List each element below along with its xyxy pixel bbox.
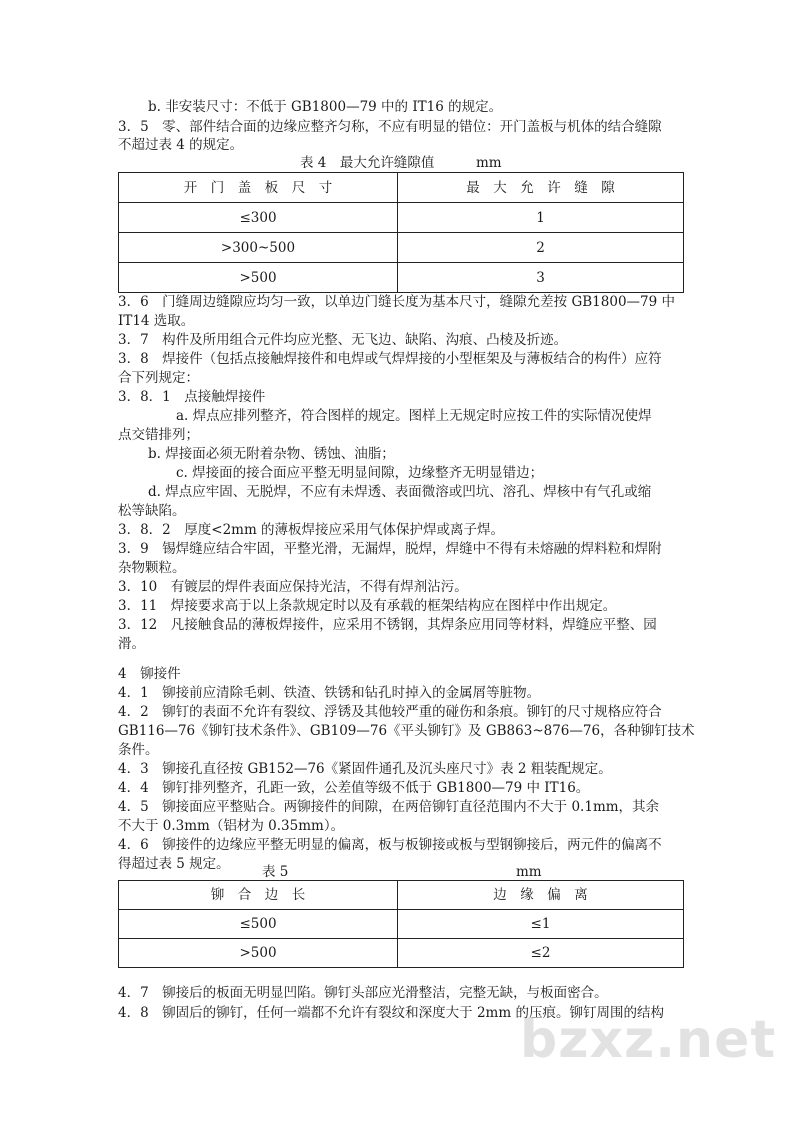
table-row	[119, 910, 684, 939]
table-row	[119, 939, 684, 968]
table-header-cell: 铆 合 边 长	[119, 881, 398, 910]
table-row	[119, 233, 684, 263]
watermark: bzxz.net	[520, 1010, 777, 1070]
text-line: 得超过表 5 规定。	[118, 856, 230, 872]
text-line: 滑。	[118, 636, 145, 652]
text-line: 4．4 铆钉排列整齐，孔距一致，公差值等级不低于 GB1800—79 中 IT16。	[118, 780, 590, 796]
text-line: GB116—76《铆钉技术条件》、GB109—76《平头铆钉》及 GB863~876—76，各种铆钉技术	[118, 723, 695, 739]
text-line: 杂物颗粒。	[118, 560, 186, 576]
table-header-cell: 最 大 允 许 缝 隙	[398, 173, 684, 203]
table-header-cell: 开 门 盖 板 尺 寸	[119, 173, 398, 203]
text-line: 3．6 门缝周边缝隙应均匀一致，以单边门缝长度为基本尺寸，缝隙允差按 GB1800—79 中	[118, 294, 675, 310]
text-line: 3．8．2 厚度<2mm 的薄板焊接应采用气体保护焊或离子焊。	[118, 522, 505, 538]
text-line: 不超过表 4 的规定。	[118, 137, 244, 153]
table-unit: mm	[476, 155, 502, 171]
text-line: 4．7 铆接后的板面无明显凹陷。铆钉头部应光滑整洁，完整无缺，与板面密合。	[118, 985, 608, 1001]
table-cell: ≤300	[119, 203, 398, 233]
table-cell: >300~500	[119, 233, 398, 263]
table-cell: 2	[398, 233, 684, 263]
table-cell: 3	[398, 263, 684, 293]
text-line: 4．1 铆接前应清除毛刺、铁渣、铁锈和钻孔时掉入的金属屑等脏物。	[118, 685, 541, 701]
text-line: 4．8 铆固后的铆钉，任何一端都不允许有裂纹和深度大于 2mm 的压痕。铆钉周围的结构	[118, 1005, 664, 1021]
table-cell: >500	[119, 939, 398, 968]
text-line: 3．5 零、部件结合面的边缘应整齐匀称，不应有明显的错位：开门盖板与机体的结合缝隙	[118, 119, 662, 135]
table-row	[119, 203, 684, 233]
text-line: 松等缺陷。	[118, 503, 186, 519]
text-line: IT14 选取。	[118, 313, 195, 329]
table-header-cell: 边 缘 偏 离	[398, 881, 684, 910]
table-cell: 1	[398, 203, 684, 233]
table-5	[118, 880, 684, 968]
text-line: 点交错排列；	[118, 427, 199, 443]
table-4	[118, 172, 684, 293]
text-line: 4．2 铆钉的表面不允许有裂纹、浮锈及其他较严重的碰伤和条痕。铆钉的尺寸规格应符合	[118, 704, 662, 720]
text-line: a. 焊点应排列整齐，符合图样的规定。图样上无规定时应按工件的实际情况使焊	[176, 408, 652, 424]
table-cell: ≤2	[398, 939, 684, 968]
text-line: b. 非安装尺寸：不低于 GB1800—79 中的 IT16 的规定。	[148, 99, 503, 115]
text-line: 3．8 焊接件（包括点接触焊接件和电焊或气焊焊接的小型框架及与薄板结合的构件）应符	[118, 351, 662, 367]
table-unit: mm	[516, 864, 542, 880]
text-line: 3．11 焊接要求高于以上条款规定时以及有承载的框架结构应在图样中作出规定。	[118, 598, 617, 614]
text-line: 4．5 铆接面应平整贴合。两铆接件的间隙，在两倍铆钉直径范围内不大于 0.1mm，其余	[118, 799, 660, 815]
text-line: 3．8．1 点接触焊接件	[118, 389, 266, 405]
table-caption: 表 5	[262, 864, 289, 880]
section-heading: 4 铆接件	[118, 666, 181, 682]
text-line: 条件。	[118, 742, 159, 758]
text-line: 3．7 构件及所用组合元件均应光整、无飞边、缺陷、沟痕、凸棱及折迹。	[118, 332, 568, 348]
table-row	[119, 263, 684, 293]
text-line: 3．12 凡接触食品的薄板焊接件，应采用不锈钢，其焊条应用同等材料，焊缝应平整、园	[118, 617, 657, 633]
table-caption: 表 4 最大允许缝隙值	[300, 155, 435, 171]
text-line: 4．3 铆接孔直径按 GB152—76《紧固件通孔及沉头座尺寸》表 2 粗装配规定。	[118, 761, 612, 777]
text-line: c. 焊接面的接合面应平整无明显间隙，边缘整齐无明显错边；	[176, 465, 544, 481]
text-line: 3．10 有镀层的焊件表面应保持光洁，不得有焊剂沾污。	[118, 579, 468, 595]
text-line: 3．9 锡焊缝应结合牢固，平整光滑，无漏焊，脱焊，焊缝中不得有未熔融的焊料粒和焊附	[118, 541, 662, 557]
text-line: b. 焊接面必须无附着杂物、锈蚀、油脂；	[148, 446, 395, 462]
table-cell: ≤500	[119, 910, 398, 939]
text-line: 合下列规定：	[118, 370, 199, 386]
text-line: 不大于 0.3mm（铝材为 0.35mm）。	[118, 818, 345, 834]
text-line: d. 焊点应牢固、无脱焊，不应有未焊透、表面微溶或凹坑、溶孔、焊核中有气孔或缩	[148, 484, 652, 500]
text-line: 4．6 铆接件的边缘应平整无明显的偏离，板与板铆接或板与型钢铆接后，两元件的偏离不	[118, 837, 662, 853]
table-cell: >500	[119, 263, 398, 293]
table-cell: ≤1	[398, 910, 684, 939]
